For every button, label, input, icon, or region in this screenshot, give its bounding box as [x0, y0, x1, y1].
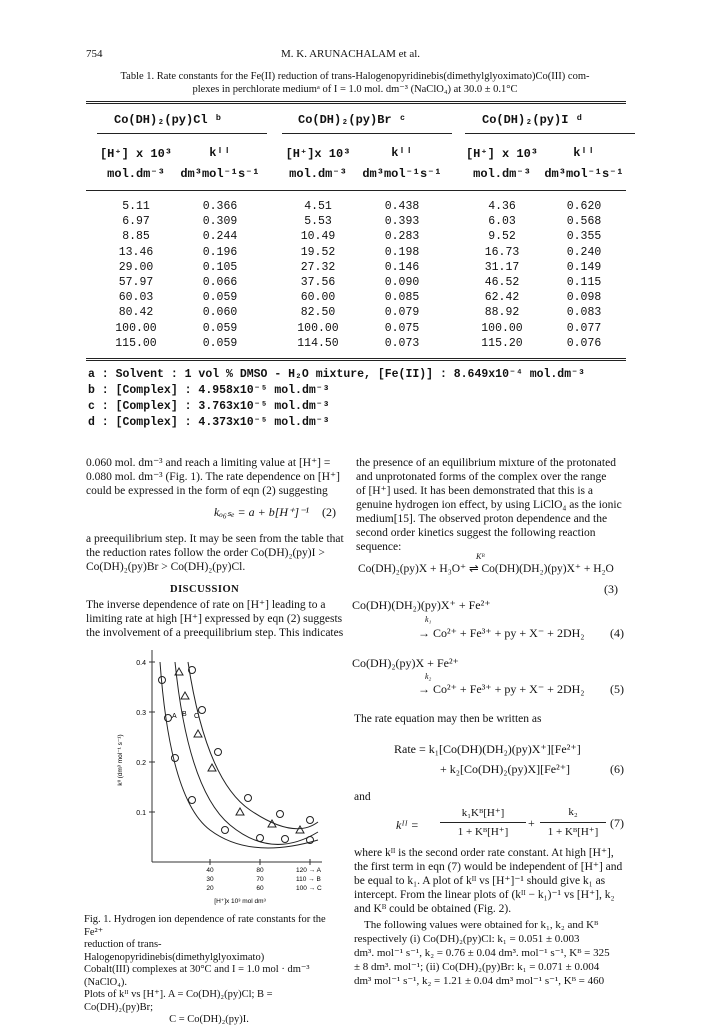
table-cell: 16.73 — [484, 245, 520, 259]
column-unit: dm³mol⁻¹s⁻¹ — [362, 167, 442, 181]
x-tick-label: 20 — [206, 885, 214, 892]
equation-3: Co(DH)₂(py)X + H₃O⁺ ⇌ Co(DH)(DH₂)(py)X⁺ + H₂O — [358, 563, 614, 575]
group-rule-br — [282, 133, 452, 134]
x-tick-label: 100 → C — [296, 885, 322, 892]
table-cell: 0.083 — [566, 306, 602, 320]
data-point — [296, 826, 304, 833]
right-paragraph-3 — [354, 918, 634, 988]
caption-line: Fig. 1. Hydrogen ion dependence of rate constants for the Fe²⁺ — [84, 914, 326, 938]
column-unit: mol.dm⁻³ — [473, 167, 531, 181]
equation-7-lhs: kᴵᴵ = — [396, 818, 419, 832]
text-line: limiting rate at high [H⁺] expressed by eqn (2) suggests — [86, 613, 343, 625]
table-cell: 0.073 — [384, 336, 420, 350]
table-top-rule-2 — [86, 103, 626, 104]
data-point — [215, 749, 222, 756]
column-header: kᴵᴵ — [209, 146, 231, 160]
caption-line: C = Co(DH)₂(py)I. — [169, 1014, 249, 1025]
table-cell: 115.20 — [481, 336, 523, 350]
figure-1-plot — [100, 640, 340, 910]
group-rule-i — [465, 133, 635, 134]
table-cell: 0.059 — [202, 321, 238, 335]
table-cell: 0.075 — [384, 321, 420, 335]
table-cell: 100.00 — [115, 321, 157, 335]
data-point — [172, 755, 179, 762]
table-cell: 57.97 — [118, 276, 154, 289]
caption-line: Cobalt(III) complexes at 30°C and I = 1.0 mol · dm⁻³ (NaClO₄). — [84, 964, 310, 988]
equation-2: kₒ₆ₛₑ = a + b[H⁺]⁻¹ — [214, 505, 310, 519]
data-point — [236, 808, 244, 815]
equation-6-number: (6) — [610, 762, 624, 776]
data-point — [282, 836, 289, 843]
text-line: the first term in eqn (7) would be independent of [H⁺] and — [354, 861, 623, 873]
table-top-rule — [86, 101, 626, 102]
column-header: [H⁺]x 10³ — [285, 147, 351, 161]
text-line: The following values were obtained for k₁, k₂ and Kᴮ — [364, 919, 599, 931]
table-cell: 82.50 — [300, 306, 336, 320]
column-header: [H⁺] x 10³ — [99, 147, 173, 161]
data-point — [181, 692, 189, 699]
table-cell: 62.42 — [484, 291, 520, 305]
data-point — [307, 817, 314, 824]
table-cell: 88.92 — [484, 306, 520, 320]
text-line: ± 8 dm³. mol⁻¹; (ii) Co(DH)₂(py)Br: k₁ = 0.071 ± 0.004 — [354, 961, 600, 973]
table-cell: 0.066 — [202, 276, 238, 289]
table-cell: 0.196 — [202, 245, 238, 259]
data-point — [189, 797, 196, 804]
table-bottom-rule — [86, 358, 626, 359]
text-line: and unprotonated forms of the complex over the range — [356, 471, 607, 483]
text-line: second order kinetics suggest the following reaction — [356, 527, 596, 539]
group-header-br: Co(DH)₂(py)Br ᶜ — [298, 113, 407, 127]
table-cell: 0.059 — [202, 291, 238, 305]
right-paragraph-1 — [356, 456, 628, 554]
table-cell: 60.00 — [300, 291, 336, 305]
equation-2-number: (2) — [322, 505, 336, 519]
caption-line: Plots of kᴵᴵ vs [H⁺]. A = Co(DH)₂(py)Cl; B = Co(DH)₂(py)Br; — [84, 989, 273, 1013]
table-cell: 0.438 — [384, 200, 420, 213]
table-cell: 5.11 — [122, 200, 150, 213]
table-cell: 31.17 — [484, 260, 520, 274]
table-note-c: c : [Complex] : 3.763x10⁻⁵ mol.dm⁻³ — [88, 400, 330, 413]
table-cell: 0.105 — [202, 260, 238, 274]
data-point — [277, 811, 284, 818]
table-cell: 6.03 — [488, 215, 516, 229]
text-line: medium[15]. The observed proton dependence and the — [356, 513, 608, 525]
curve-c — [188, 662, 318, 829]
x-tick-label: 110 → B — [296, 876, 321, 883]
equation-7-num-1: k₁Kᴮ[H⁺] — [461, 807, 505, 819]
table-cell: 0.060 — [202, 306, 238, 320]
x-tick-label: 30 — [206, 876, 214, 883]
table-cell: 4.51 — [304, 200, 332, 213]
column-unit: dm³mol⁻¹s⁻¹ — [544, 167, 624, 181]
equation-3-number: (3) — [604, 582, 618, 596]
caption-line: reduction of trans-Halogenopyridinebis(dimethylglyoximato) — [84, 939, 265, 963]
group-rule-cl — [97, 133, 267, 134]
table-cell: 0.149 — [566, 260, 602, 274]
left-paragraph-3 — [86, 598, 348, 640]
page-number: 754 — [86, 48, 103, 60]
text-line: The inverse dependence of rate on [H⁺] leading to a — [86, 599, 326, 611]
text-line: a preequilibrium step. It may be seen from the table that — [86, 533, 344, 545]
text-line: sequence: — [356, 541, 402, 553]
table-cell: 115.00 — [115, 336, 157, 350]
text-line: dm³. mol⁻¹ s⁻¹, k₂ = 0.76 ± 0.04 dm³. mol⁻¹ s⁻¹, Kᴮ = 325 — [354, 947, 610, 959]
text-line: genuine hydrogen ion effect, by using LiClO₄ as the ionic — [356, 499, 622, 511]
x-tick-label: 120 → A — [296, 867, 321, 874]
rate-intro: The rate equation may then be written as — [354, 713, 542, 725]
table-cell: 37.56 — [300, 276, 336, 289]
table-cell: 19.52 — [300, 245, 336, 259]
column-header: kᴵᴵ — [391, 146, 413, 160]
table-caption-line-1: Table 1. Rate constants for the Fe(II) reduction of trans-Halogenopyridinebis(dimethylglyoximato)Co(III) com- — [120, 71, 590, 82]
text-line: be equal to k₁. A plot of kᴵᴵ vs [H⁺]⁻¹ should give k₁ as — [354, 875, 606, 887]
curve-label-b: B — [182, 711, 187, 718]
y-tick-label: 0.1 — [136, 810, 146, 817]
table-cell: 0.283 — [384, 230, 420, 244]
table-cell: 10.49 — [300, 230, 336, 244]
equation-7-num-2: k₂ — [568, 806, 578, 818]
x-tick-label: 80 — [256, 867, 264, 874]
table-bottom-rule-2 — [86, 360, 626, 361]
column-unit: mol.dm⁻³ — [289, 167, 347, 181]
table-cell: 0.098 — [566, 291, 602, 305]
text-line: of [H⁺] used. It has been demonstrated that this is a — [356, 485, 593, 497]
table-note-a: a : Solvent : 1 vol % DMSO - H₂O mixture, [Fe(II)] : 8.649x10⁻⁴ mol.dm⁻³ — [88, 368, 585, 381]
equation-5-number: (5) — [610, 682, 624, 696]
equation-6-line-1: Rate = k₁[Co(DH)(DH₂)(py)X⁺][Fe²⁺] — [394, 742, 581, 756]
table-cell: 0.079 — [384, 306, 420, 320]
curve-b — [175, 662, 318, 844]
text-line: and Kᴮ could be obtained (Fig. 2). — [354, 903, 512, 915]
y-axis-label: kᴵᴵ (dm³ mol⁻¹ s⁻¹) — [117, 734, 124, 786]
figure-1-caption — [84, 914, 334, 1027]
curve-label-a: A — [172, 713, 177, 720]
table-cell: 0.076 — [566, 336, 602, 350]
table-cell: 29.00 — [118, 260, 154, 274]
and-word: and — [354, 791, 371, 803]
y-tick-label: 0.3 — [136, 710, 146, 717]
table-cell: 0.077 — [566, 321, 602, 335]
table-cell: 0.115 — [566, 276, 602, 289]
series-b-markers — [175, 668, 304, 833]
column-unit: mol.dm⁻³ — [107, 167, 165, 181]
text-line: the involvement of a preequilibrium step. This indicates — [86, 627, 344, 639]
table-cell: 9.52 — [488, 230, 516, 244]
table-cell: 0.198 — [384, 245, 420, 259]
table-cell: 0.090 — [384, 276, 420, 289]
text-line: intercept. From the linear plots of (kᴵᴵ − k₁)⁻¹ vs [H⁺], k₂ — [354, 889, 615, 901]
table-cell: 100.00 — [481, 321, 523, 335]
table-cell: 0.244 — [202, 230, 238, 244]
fraction-bar — [440, 822, 526, 823]
text-line: could be expressed in the form of eqn (2) suggesting — [86, 485, 328, 497]
data-point — [222, 827, 229, 834]
equation-7-den-1: 1 + Kᴮ[H⁺] — [457, 826, 509, 838]
text-line: dm³ mol⁻¹ s⁻¹, k₂ = 1.21 ± 0.04 dm³ mol⁻¹ s⁻¹, Kᴮ = 460 — [354, 975, 605, 987]
table-cell: 0.355 — [566, 230, 602, 244]
x-axis-label: [H⁺]x 10³ mol dm³ — [214, 898, 266, 905]
table-cell: 4.36 — [488, 200, 516, 213]
equation-6-line-2: + k₂[Co(DH)₂(py)X][Fe²⁺] — [440, 762, 571, 776]
text-line: where kᴵᴵ is the second order rate constant. At high [H⁺], — [354, 847, 614, 859]
text-line: Co(DH)₂(py)Br > Co(DH)₂(py)Cl. — [86, 561, 246, 573]
data-point — [257, 835, 264, 842]
equation-5-line-1: Co(DH)₂(py)X + Fe²⁺ — [352, 656, 459, 670]
group-header-i: Co(DH)₂(py)I ᵈ — [482, 113, 583, 127]
table-cell: 100.00 — [297, 321, 339, 335]
section-heading-discussion: DISCUSSION — [170, 584, 240, 595]
table-cell: 80.42 — [118, 306, 154, 320]
text-line: the presence of an equilibrium mixture of the protonated — [356, 457, 616, 469]
eq4-constant: k₁ — [425, 615, 432, 624]
x-tick-label: 60 — [256, 885, 264, 892]
equation-7-plus: + — [528, 816, 535, 830]
equation-4-line-2: → Co²⁺ + Fe³⁺ + py + X⁻ + 2DH₂ — [418, 626, 585, 640]
table-cell: 46.52 — [484, 276, 520, 289]
table-cell: 0.366 — [202, 200, 238, 213]
table-cell: 6.97 — [122, 215, 150, 229]
data-point — [194, 730, 202, 737]
table-cell: 27.32 — [300, 260, 336, 274]
table-note-d: d : [Complex] : 4.373x10⁻⁵ mol.dm⁻³ — [88, 416, 330, 429]
group-header-cl: Co(DH)₂(py)Cl ᵇ — [114, 113, 223, 127]
right-paragraph-2 — [354, 846, 628, 916]
equation-5-line-2: → Co²⁺ + Fe³⁺ + py + X⁻ + 2DH₂ — [418, 682, 585, 696]
y-tick-label: 0.4 — [136, 660, 146, 667]
table-cell: 0.059 — [202, 336, 238, 350]
column-header: kᴵᴵ — [573, 146, 595, 160]
table-caption-line-2: plexes in perchlorate mediumᵃ of I = 1.0 mol. dm⁻³ (NaClO₄) at 30.0 ± 0.1°C — [192, 84, 518, 95]
column-unit: dm³mol⁻¹s⁻¹ — [180, 167, 260, 181]
left-paragraph-2 — [86, 532, 348, 574]
text-line: respectively (i) Co(DH)₂(py)Cl: k₁ = 0.051 ± 0.003 — [354, 933, 580, 945]
y-tick-label: 0.2 — [136, 760, 146, 767]
table-cell: 0.146 — [384, 260, 420, 274]
header-bottom-rule — [86, 190, 626, 191]
table-caption — [95, 70, 615, 96]
table-cell: 60.03 — [118, 291, 154, 305]
text-line: 0.080 mol. dm⁻³ (Fig. 1). The rate dependence on [H⁺] — [86, 471, 340, 483]
curve-label-c: C — [194, 713, 200, 720]
table-cell: 0.393 — [384, 215, 420, 229]
table-cell: 114.50 — [297, 336, 339, 350]
equation-7-den-2: 1 + Kᴮ[H⁺] — [547, 826, 599, 838]
text-line: 0.060 mol. dm⁻³ and reach a limiting value at [H⁺] = — [86, 457, 331, 469]
data-point — [245, 795, 252, 802]
column-header: [H⁺] x 10³ — [465, 147, 539, 161]
eq3-constant: Kᴮ — [476, 552, 485, 561]
curve-a — [160, 662, 318, 848]
left-paragraph-1 — [86, 456, 348, 498]
equation-7-number: (7) — [610, 816, 624, 830]
x-tick-label: 40 — [206, 867, 214, 874]
fraction-bar — [540, 822, 606, 823]
table-cell: 0.568 — [566, 215, 602, 229]
series-a-markers — [159, 677, 314, 844]
x-tick-label: 70 — [256, 876, 264, 883]
table-cell: 0.309 — [202, 215, 238, 229]
table-cell: 0.085 — [384, 291, 420, 305]
table-cell: 13.46 — [118, 245, 154, 259]
table-note-b: b : [Complex] : 4.958x10⁻⁵ mol.dm⁻³ — [88, 384, 330, 397]
data-point — [199, 707, 206, 714]
running-head: M. K. ARUNACHALAM et al. — [280, 48, 421, 60]
table-cell: 8.85 — [122, 230, 150, 244]
table-cell: 5.53 — [304, 215, 332, 229]
table-cell: 0.620 — [566, 200, 602, 213]
eq5-constant: k₂ — [425, 672, 432, 681]
data-point — [208, 764, 216, 771]
equation-4-line-1: Co(DH)(DH₂)(py)X⁺ + Fe²⁺ — [352, 598, 491, 612]
text-line: the reduction rates follow the order Co(DH)₂(py)I > — [86, 547, 325, 559]
table-cell: 0.240 — [566, 245, 602, 259]
equation-4-number: (4) — [610, 626, 624, 640]
